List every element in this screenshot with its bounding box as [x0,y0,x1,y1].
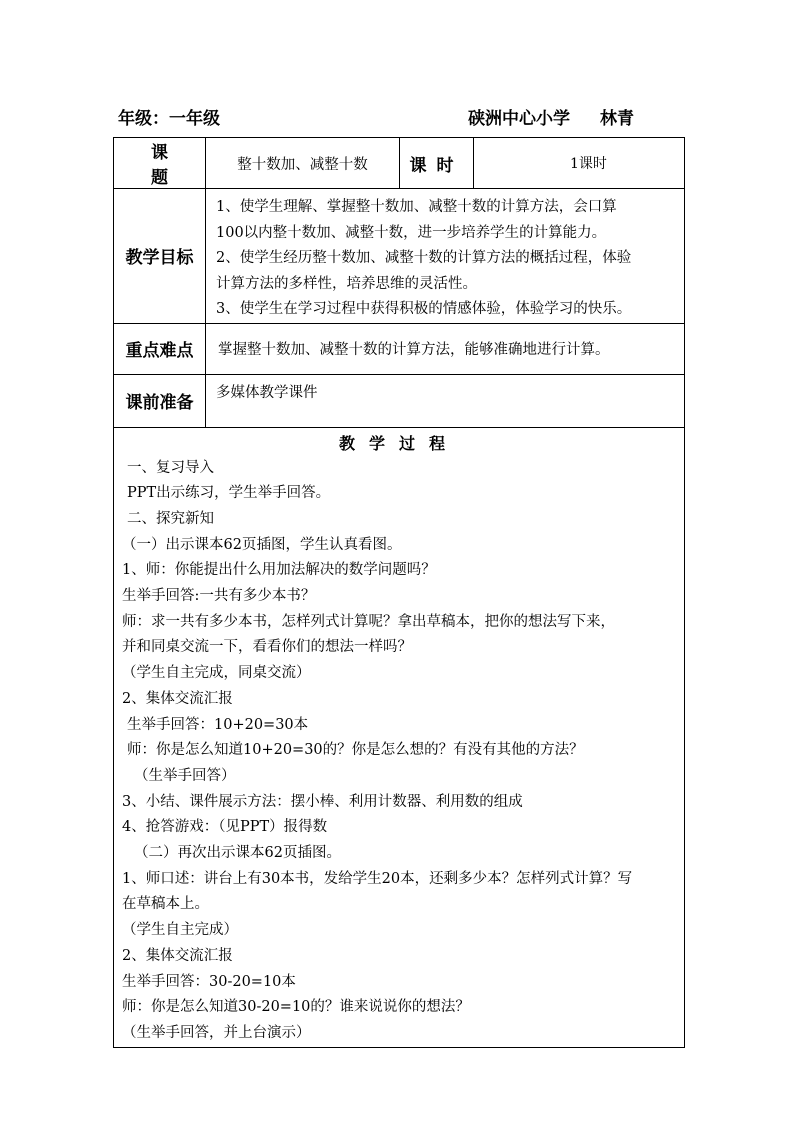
process-line: PPT出示练习，学生举手回答。 [127,485,331,502]
process-line: 生举手回答：10+20=30本 [127,716,309,733]
hours-value: 1课时 [474,138,685,189]
topic-label: 课题 [114,138,206,189]
goal-line: 100以内整十数加、减整十数，进一步培养学生的计算能力。 [216,224,607,241]
process-line: 1、师口述：讲台上有30本书，发给学生20本，还剩多少本？怎样列式计算？写 [122,870,633,887]
process-line: 生举手回答：30-20=10本 [122,973,296,990]
row-preparation [114,374,685,427]
row-goals [114,189,685,324]
page-header [118,104,638,132]
prep-value: 多媒体教学课件 [206,374,685,427]
process-line: 二、探究新知 [127,510,214,527]
process-line: 一、复习导入 [127,459,214,476]
lesson-plan-table [113,137,685,1048]
goal-line: 1、使学生理解、掌握整十数加、减整十数的计算方法，会口算 [216,199,617,215]
goal-line: 3、使学生在学习过程中获得积极的情感体验，体验学习的快乐。 [216,301,632,317]
process-line: （一）出示课本62页插图，学生认真看图。 [122,536,402,553]
process-line: 生举手回答:一共有多少本书？ [122,588,316,605]
process-line: 并和同桌交流一下，看看你们的想法一样吗？ [122,639,412,656]
process-title: 教学过程 [338,433,459,453]
process-cell [114,427,685,1047]
goal-line: 2、使学生经历整十数加、减整十数的计算方法的概括过程，体验 [216,250,632,266]
process-line: 4、抢答游戏：（见PPT）报得数 [122,819,328,836]
process-line: （生举手回答） [134,767,236,784]
hours-label: 课时 [400,138,474,189]
topic-value: 整十数加、减整十数 [206,138,400,189]
process-line: （生举手回答，并上台演示） [122,1024,311,1041]
process-line: 师：你是怎么知道30-20=10的？谁来说说你的想法？ [122,999,470,1016]
process-line: 师：求一共有多少本书，怎样列式计算呢？拿出草稿本，把你的想法写下来， [122,613,615,630]
process-line: （学生自主完成） [122,922,238,939]
goal-line: 计算方法的多样性，培养思维的灵活性。 [216,275,477,292]
grade-label: 年级：一年级 [118,109,220,129]
process-line: （二）再次出示课本62页插图。 [134,845,341,862]
school-name: 硖洲中心小学 [468,109,570,129]
prep-label: 课前准备 [114,374,206,427]
process-line: 3、小结、课件展示方法：摆小棒、利用计数器、利用数的组成 [122,793,523,810]
process-line: 师：你是怎么知道10+20=30的？你是怎么想的？有没有其他的方法？ [127,742,584,759]
process-content [114,456,684,1047]
process-line: （学生自主完成，同桌交流） [122,665,311,682]
process-line: 在草稿本上。 [122,896,209,913]
process-line: 2、集体交流汇报 [122,690,233,707]
row-topic [114,138,685,189]
process-line: 1、师：你能提出什么用加法解决的数学问题吗？ [122,562,436,579]
goals-label: 教学目标 [114,189,206,324]
key-label: 重点难点 [114,323,206,374]
row-key-points [114,323,685,374]
key-value: 掌握整十数加、减整十数的计算方法，能够准确地进行计算。 [206,323,685,374]
process-line: 2、集体交流汇报 [122,947,233,964]
teacher-name: 林青 [600,109,634,129]
row-process [114,427,685,1047]
goals-content [206,189,685,324]
